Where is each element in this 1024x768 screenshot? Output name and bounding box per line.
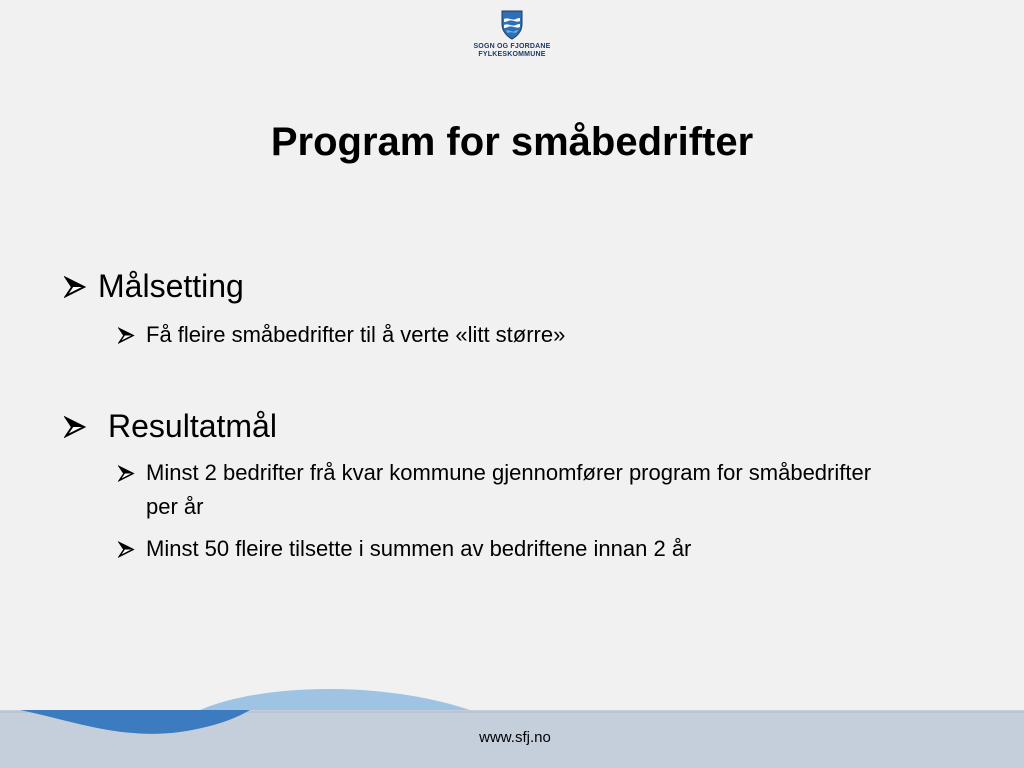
arrow-bullet-icon: [64, 276, 88, 298]
list-item: [118, 318, 565, 352]
list-item-text: Minst 2 bedrifter frå kvar kommune gjennomfører program for småbedrifter per år: [146, 460, 872, 519]
shield-logo-icon: [500, 10, 524, 40]
arrow-bullet-icon: [118, 327, 136, 344]
section-heading-resultatmal: [64, 406, 277, 446]
list-item: [118, 532, 691, 566]
logo: [460, 10, 564, 70]
arrow-bullet-icon: [118, 465, 136, 482]
footer-wave-decoration: [0, 680, 1024, 768]
footer-url[interactable]: www.sfj.no: [479, 729, 551, 746]
list-item: [118, 456, 898, 524]
list-item-text: Få fleire småbedrifter til å verte «litt større»: [146, 322, 566, 347]
list-item-text: Minst 50 fleire tilsette i summen av bedriftene innan 2 år: [146, 536, 692, 561]
arrow-bullet-icon: [118, 541, 136, 558]
slide-title: Program for småbedrifter: [270, 120, 754, 164]
arrow-bullet-icon: [64, 416, 88, 438]
section-heading-malsetting: [64, 266, 244, 306]
logo-text-line1: SOGN OG FJORDANE: [473, 43, 551, 50]
logo-text-line2: FYLKESKOMMUNE: [478, 51, 546, 58]
section-heading-text: Resultatmål: [108, 408, 277, 444]
section-heading-text: Målsetting: [98, 268, 244, 304]
